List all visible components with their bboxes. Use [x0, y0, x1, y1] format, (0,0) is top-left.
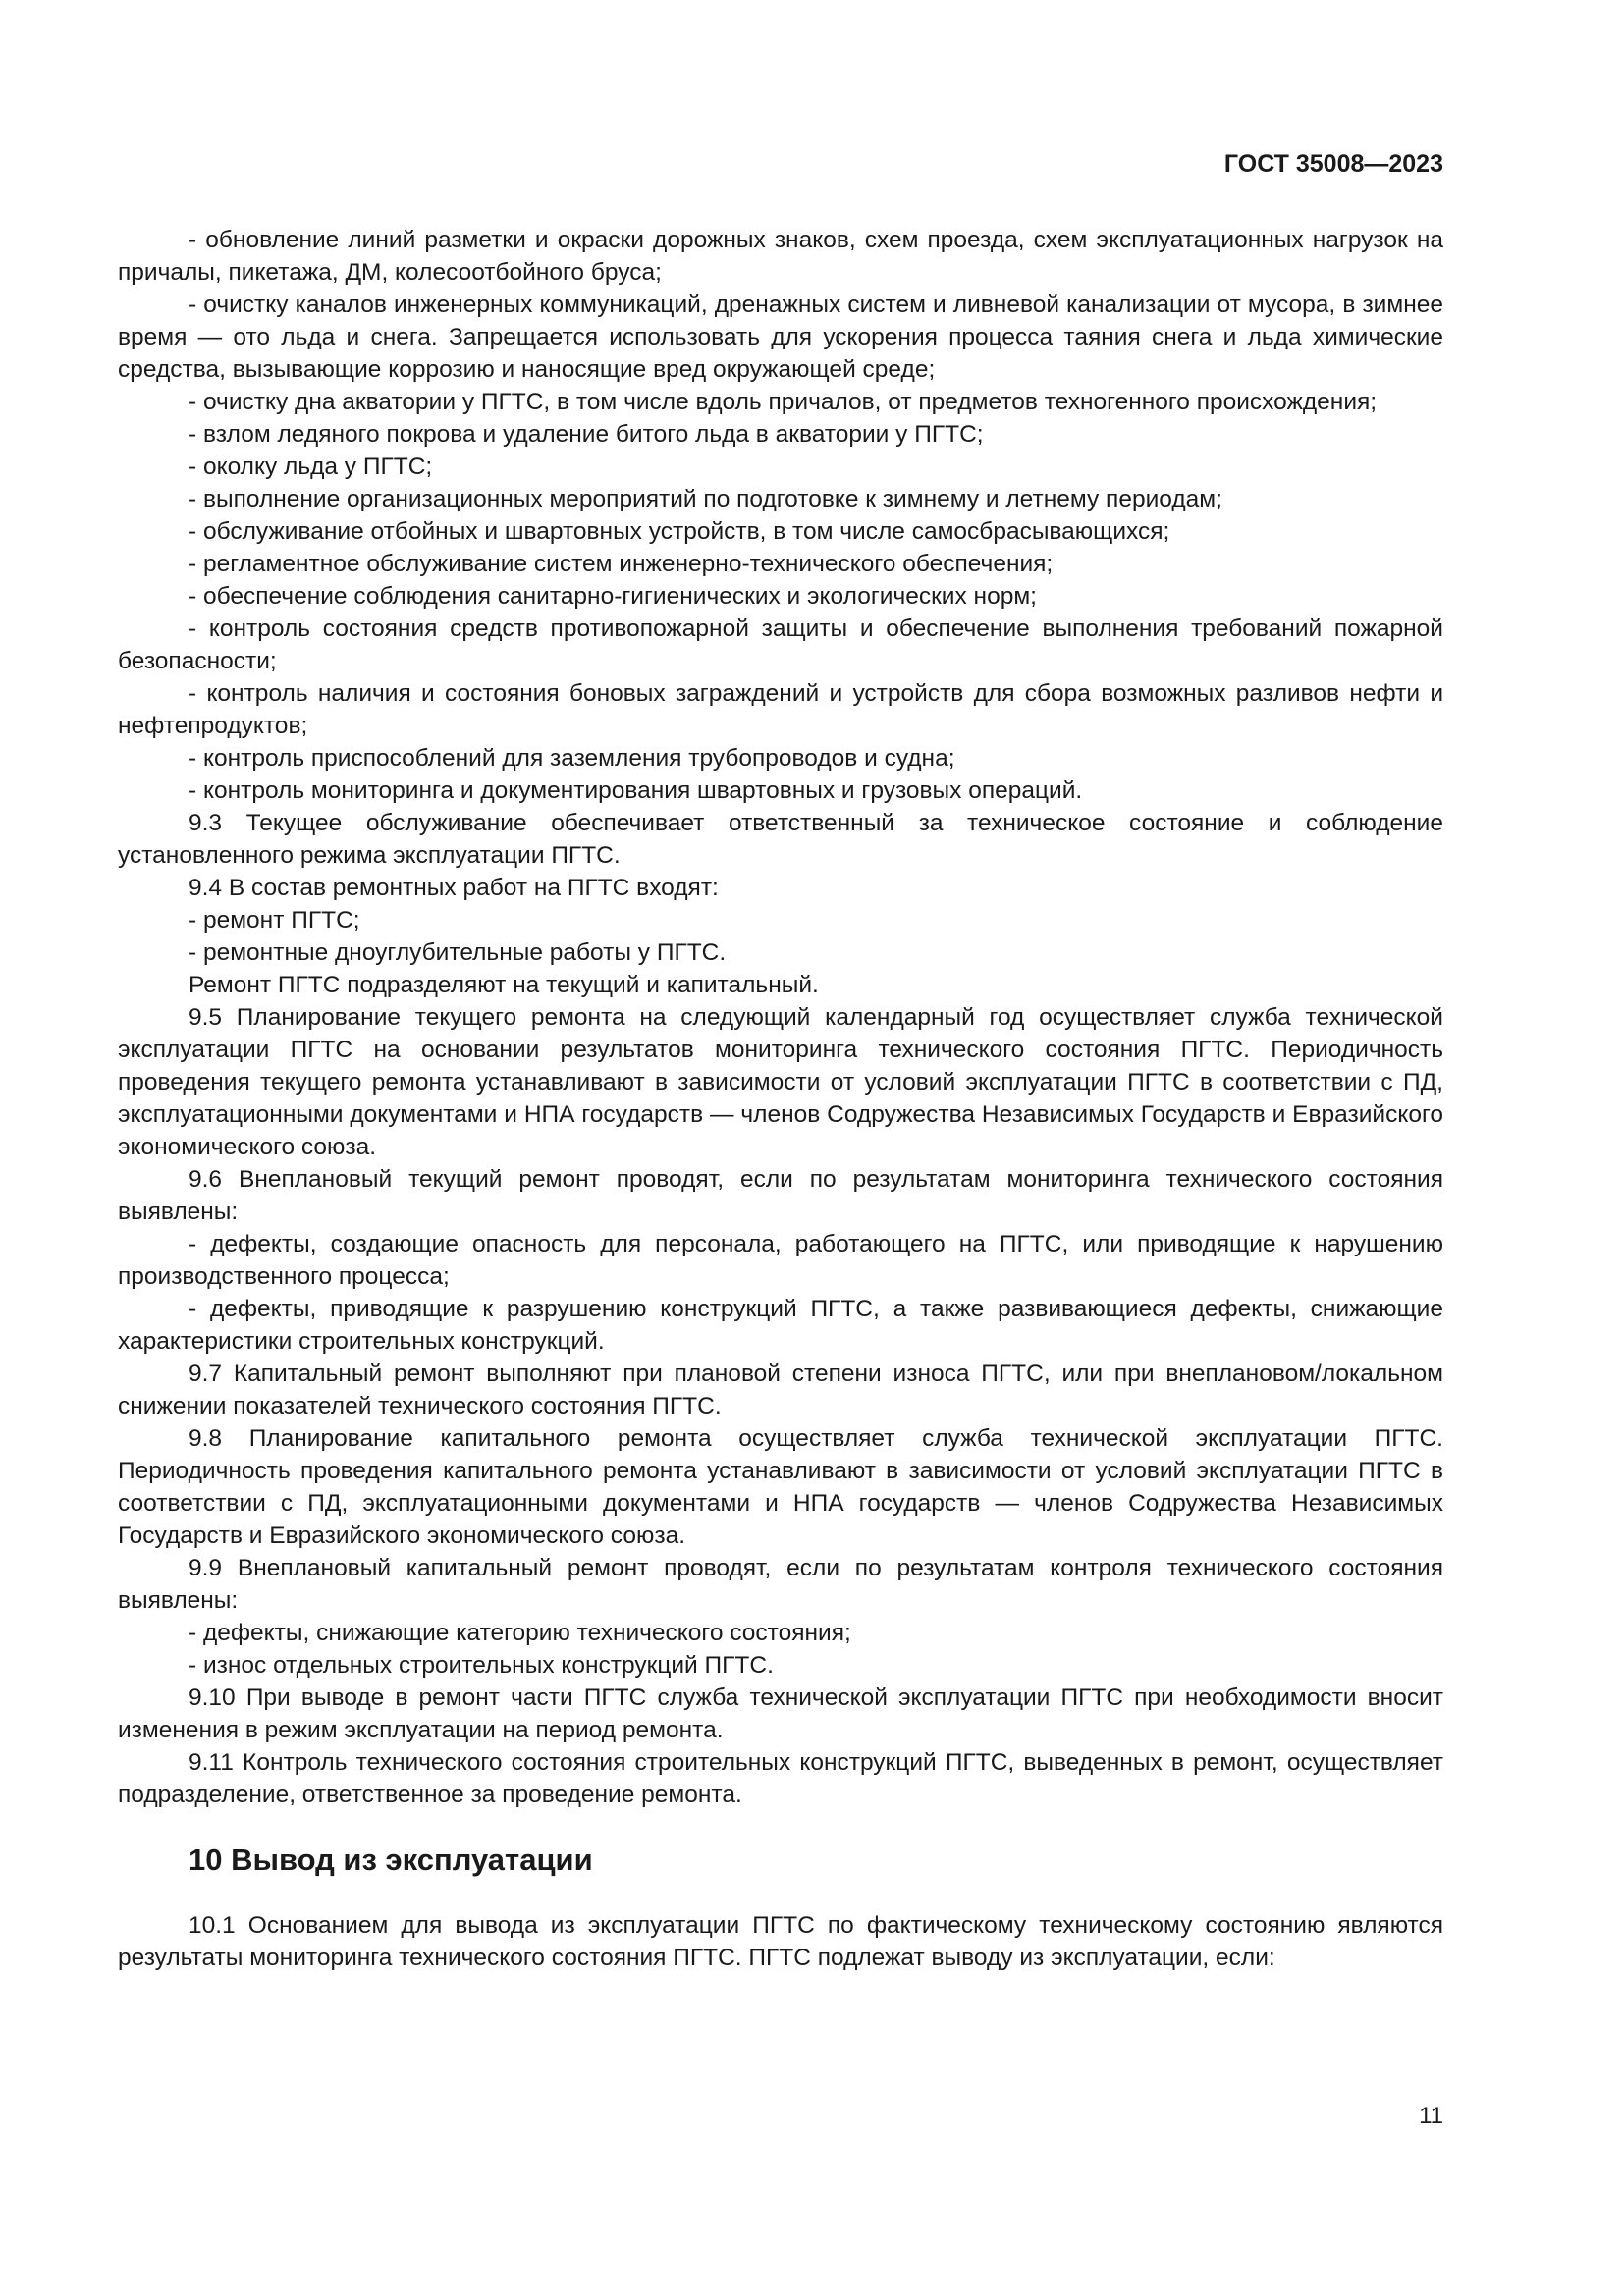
section-heading: 10 Вывод из эксплуатации — [189, 1842, 593, 1877]
clause-paragraph: 9.11 Контроль технического состояния строительных конструкций ПГТС, выведенных в ремонт, осуществляет подразделение, ответственное за проведение ремонта. — [118, 1749, 1443, 1808]
clause-paragraph: 9.10 При выводе в ремонт части ПГТС служба технической эксплуатации ПГТС при необходимости вносит изменения в режим эксплуатации на период ремонта. — [118, 1684, 1443, 1743]
clause-paragraph: 9.3 Текущее обслуживание обеспечивает ответственный за техническое состояние и соблюдение установленного режима эксплуатации ПГТС. — [118, 810, 1443, 869]
list-item: - контроль состояния средств противопожарной защиты и обеспечение выполнения требований пожарной безопасности; — [118, 615, 1443, 674]
list-item: - обслуживание отбойных и швартовных устройств, в том числе самосбрасывающихся; — [189, 518, 1170, 545]
clause-paragraph: 9.5 Планирование текущего ремонта на следующий календарный год осуществляет служба технической эксплуатации ПГТС на основании результатов мониторинга технического состояния ПГТС. Периодичность проведения текущего ремонта устанавливают в зависимости от условий эксплуатации ПГТС в соответствии с ПД, эксплуатационными документами и НПА государств — членов Содружества Независимых Государств и Евразийского экономического союза. — [118, 1004, 1443, 1160]
list-item: - обновление линий разметки и окраски дорожных знаков, схем проезда, схем эксплуатационных нагрузок на причалы, пикетажа, ДМ, колесоотбойного бруса; — [118, 227, 1443, 286]
list-item: - контроль наличия и состояния боновых заграждений и устройств для сбора возможных разливов нефти и нефтепродуктов; — [118, 680, 1443, 739]
clause-paragraph: 9.4 В состав ремонтных работ на ПГТС входят: — [189, 875, 719, 901]
list-item: - взлом ледяного покрова и удаление битого льда в акватории у ПГТС; — [189, 421, 984, 448]
standard-designation: ГОСТ 35008—2023 — [1223, 150, 1443, 178]
list-item: - выполнение организационных мероприятий по подготовке к зимнему и летнему периодам; — [189, 486, 1222, 512]
list-item: - износ отдельных строительных конструкций ПГТС. — [189, 1652, 774, 1679]
clause-paragraph: 9.8 Планирование капитального ремонта осуществляет служба технической эксплуатации ПГТС. Периодичность проведения капитального ремонта устанавливают в зависимости от условий эксплуатации ПГТС в соответствии с ПД, эксплуатационными документами и НПА государств — членов Содружества Независимых Государств и Евразийского экономического союза. — [118, 1425, 1443, 1549]
clause-paragraph: 9.9 Внеплановый капитальный ремонт проводят, если по результатам контроля технического состояния выявлены: — [118, 1555, 1443, 1614]
list-item: - регламентное обслуживание систем инженерно-технического обеспечения; — [189, 551, 1054, 577]
list-item: - околку льда у ПГТС; — [189, 454, 433, 480]
clause-paragraph: 9.7 Капитальный ремонт выполняют при плановой степени износа ПГТС, или при внеплановом/локальном снижении показателей технического состояния ПГТС. — [118, 1361, 1443, 1419]
list-item: - контроль мониторинга и документирования швартовных и грузовых операций. — [189, 777, 1083, 804]
document-body — [118, 224, 1443, 1974]
list-item: - дефекты, снижающие категорию технического состояния; — [189, 1620, 851, 1646]
list-item: - дефекты, приводящие к разрушению конструкций ПГТС, а также развивающиеся дефекты, снижающие характеристики строительных конструкций. — [118, 1296, 1443, 1355]
list-item: - ремонтные дноуглубительные работы у ПГТС. — [189, 939, 727, 966]
list-item: - обеспечение соблюдения санитарно-гигиенических и экологических норм; — [189, 583, 1037, 610]
body-paragraph: Ремонт ПГТС подразделяют на текущий и капитальный. — [189, 972, 819, 998]
clause-paragraph: 9.6 Внеплановый текущий ремонт проводят, если по результатам мониторинга технического состояния выявлены: — [118, 1166, 1443, 1225]
list-item: - очистку каналов инженерных коммуникаций, дренажных систем и ливневой канализации от мусора, в зимнее время — ото льда и снега. Запрещается использовать для ускорения процесса таяния снега и льда химические средства, вызывающие коррозию и наносящие вред окружающей среде; — [118, 292, 1443, 383]
clause-paragraph: 10.1 Основанием для вывода из эксплуатации ПГТС по фактическому техническому состоянию являются результаты мониторинга технического состояния ПГТС. ПГТС подлежат выводу из эксплуатации, если: — [118, 1912, 1443, 1971]
page-number: 11 — [1419, 2103, 1443, 2129]
list-item: - очистку дна акватории у ПГТС, в том числе вдоль причалов, от предметов техногенного происхождения; — [189, 389, 1378, 415]
list-item: - ремонт ПГТС; — [189, 907, 360, 934]
list-item: - контроль приспособлений для заземления трубопроводов и судна; — [189, 745, 955, 772]
list-item: - дефекты, создающие опасность для персонала, работающего на ПГТС, или приводящие к нарушению производственного процесса; — [118, 1231, 1443, 1290]
